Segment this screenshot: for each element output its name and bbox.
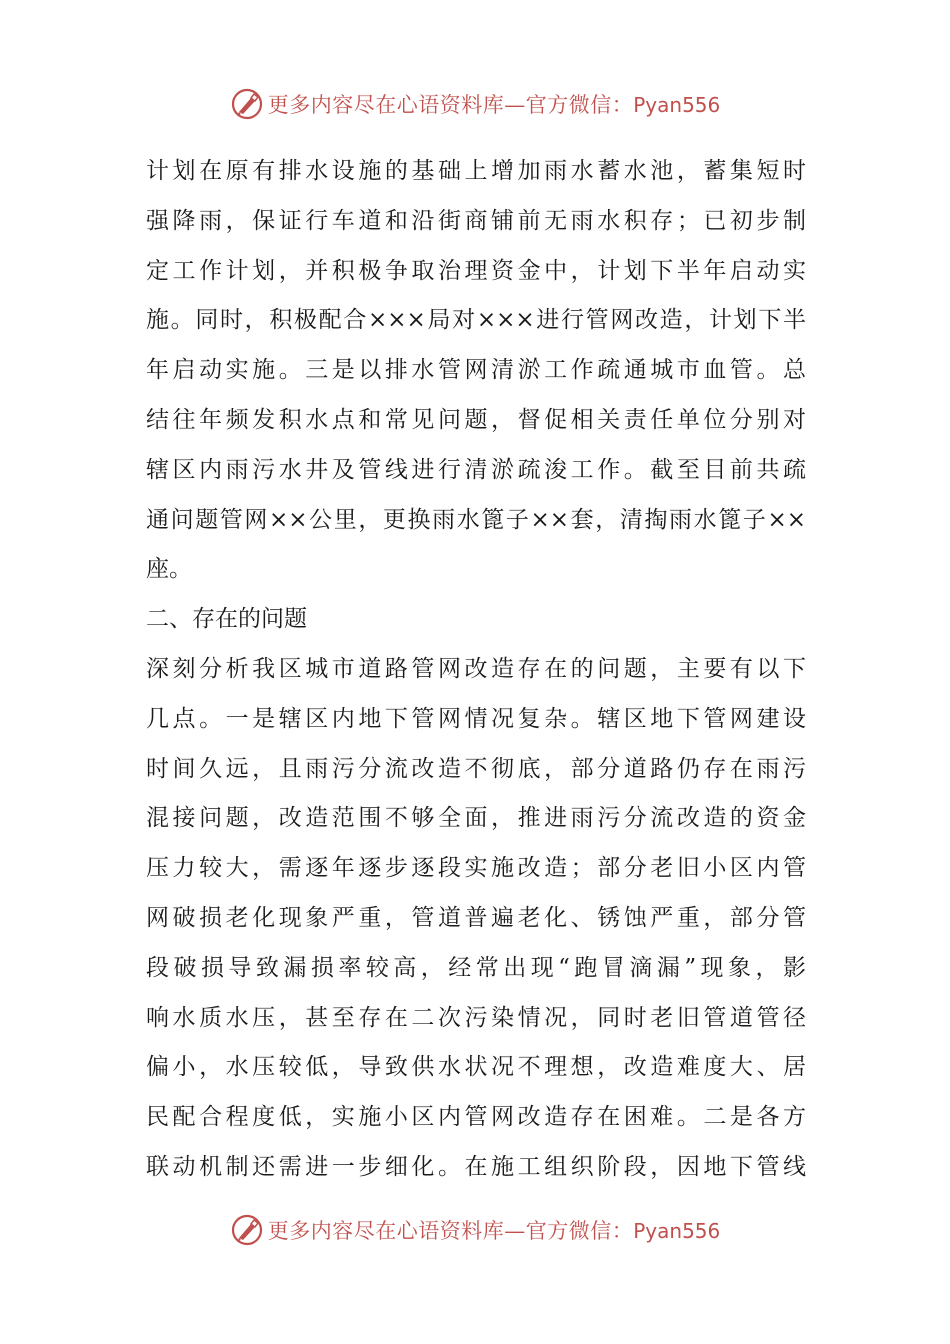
- watermark-text: 更多内容尽在心语资料库—官方微信：Pyan556: [267, 1219, 721, 1243]
- body-line: 年启动实施。三是以排水管网清淤工作疏通城市血管。总: [146, 357, 806, 384]
- body-line: 段破损导致漏损率较高，经常出现“跑冒滴漏”现象，影: [146, 954, 806, 981]
- header-watermark: [0, 82, 950, 126]
- body-line: 座。: [146, 556, 192, 583]
- body-line: 联动机制还需进一步细化。在施工组织阶段，因地下管线: [146, 1153, 806, 1180]
- body-line: 施。同时，积极配合×××局对×××进行管网改造，计划下半: [146, 307, 806, 334]
- body-line: 网破损老化现象严重，管道普遍老化、锈蚀严重，部分管: [146, 904, 806, 931]
- document-body: [146, 147, 806, 1193]
- body-line: 深刻分析我区城市道路管网改造存在的问题，主要有以下: [146, 655, 806, 682]
- body-line: 强降雨，保证行车道和沿街商铺前无雨水积存；已初步制: [146, 207, 806, 234]
- body-line: 时间久远，且雨污分流改造不彻底，部分道路仍存在雨污: [146, 755, 806, 782]
- pen-logo-icon: [230, 87, 264, 121]
- body-line: 定工作计划，并积极争取治理资金中，计划下半年启动实: [146, 257, 806, 284]
- body-line: 几点。一是辖区内地下管网情况复杂。辖区地下管网建设: [146, 705, 806, 732]
- body-line: 结往年频发积水点和常见问题，督促相关责任单位分别对: [146, 406, 806, 433]
- body-line: 通问题管网××公里，更换雨水篦子××套，清掏雨水篦子××: [146, 506, 806, 533]
- watermark-text: 更多内容尽在心语资料库—官方微信：Pyan556: [267, 93, 721, 117]
- body-line: 混接问题，改造范围不够全面，推进雨污分流改造的资金: [146, 805, 806, 832]
- body-line: 民配合程度低，实施小区内管网改造存在困难。二是各方: [146, 1104, 806, 1131]
- section-heading: 二、存在的问题: [146, 606, 307, 633]
- body-line: 偏小，水压较低，导致供水状况不理想，改造难度大、居: [146, 1054, 806, 1081]
- body-line: 辖区内雨污水井及管线进行清淤疏浚工作。截至目前共疏: [146, 456, 806, 483]
- pen-logo-icon: [230, 1213, 264, 1247]
- body-line: 计划在原有排水设施的基础上增加雨水蓄水池，蓄集短时: [146, 158, 806, 184]
- body-line: 压力较大，需逐年逐步逐段实施改造；部分老旧小区内管: [146, 855, 806, 882]
- footer-watermark: [0, 1208, 950, 1252]
- body-line: 响水质水压，甚至存在二次污染情况，同时老旧管道管径: [146, 1004, 806, 1031]
